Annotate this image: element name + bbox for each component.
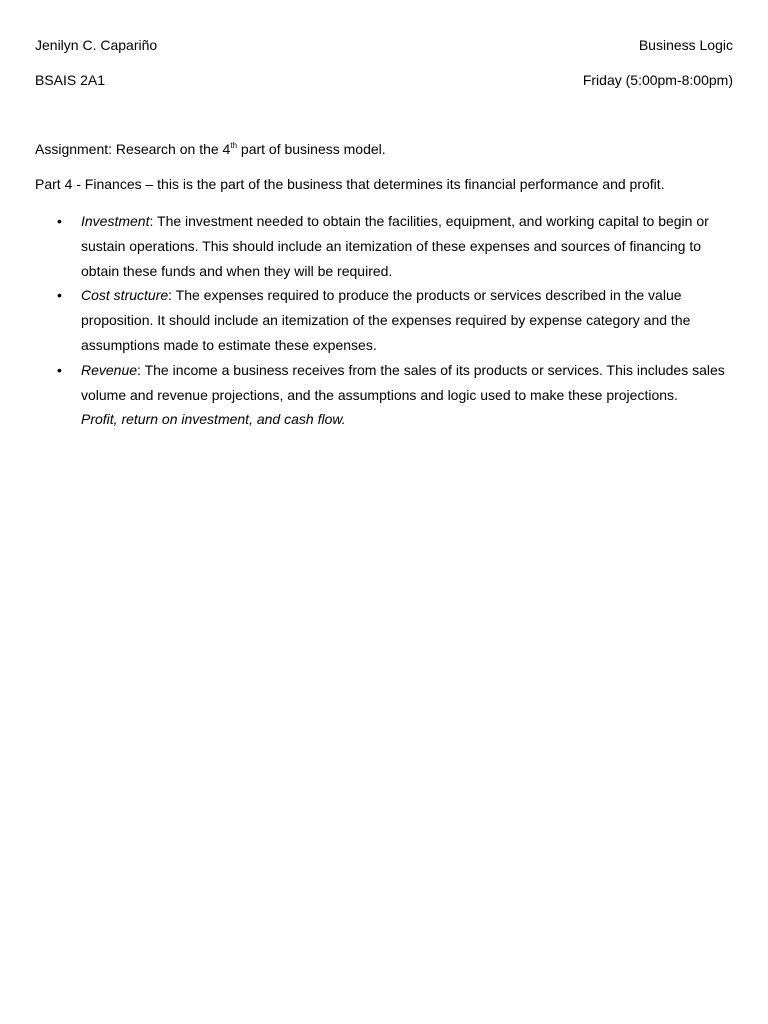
assignment-line xyxy=(35,140,386,158)
header-row-1 xyxy=(35,36,733,54)
bullet-icon: • xyxy=(57,361,62,378)
bullet-term: Revenue xyxy=(81,361,138,378)
closing-line: Profit, return on investment, and cash flow. xyxy=(81,411,346,428)
bullet-term: Cost structure xyxy=(81,287,169,304)
assignment-prefix: Assignment: Research on the 4 xyxy=(35,141,231,157)
bullet-text: : The investment needed to obtain the facilities, equipment, and working capital to begin or sustain operations. This should include an itemization of these expenses and sources of financing to obtain these funds and when they will be required. xyxy=(81,213,709,279)
bullet-icon: • xyxy=(57,213,62,229)
course-subject: Business Logic xyxy=(638,37,733,53)
student-name: Jenilyn C. Capariño xyxy=(35,37,158,53)
list-item-investment xyxy=(35,209,735,283)
bullet-list xyxy=(35,209,735,432)
class-schedule: Friday (5:00pm-8:00pm) xyxy=(582,72,733,88)
student-section: BSAIS 2A1 xyxy=(35,72,106,88)
list-item-revenue xyxy=(35,358,735,432)
bullet-text: : The income a business receives from the sales of its products or services. This includes sales volume and revenue projections, and the assumptions and logic used to make these projections. xyxy=(81,361,725,403)
part-description: Part 4 - Finances – this is the part of the business that determines its financial performance and profit. xyxy=(35,176,665,192)
bullet-text: : The expenses required to produce the products or services described in the value proposition. It should include an itemization of the expenses required by expense category and the assumptions made to estimate these expenses. xyxy=(81,287,691,353)
list-item-cost-structure xyxy=(35,283,735,357)
bullet-icon: • xyxy=(57,287,62,304)
bullet-term: Investment xyxy=(81,213,150,229)
ordinal-superscript: th xyxy=(230,141,238,150)
header-row-2 xyxy=(35,71,733,89)
assignment-suffix: part of business model. xyxy=(237,141,386,157)
